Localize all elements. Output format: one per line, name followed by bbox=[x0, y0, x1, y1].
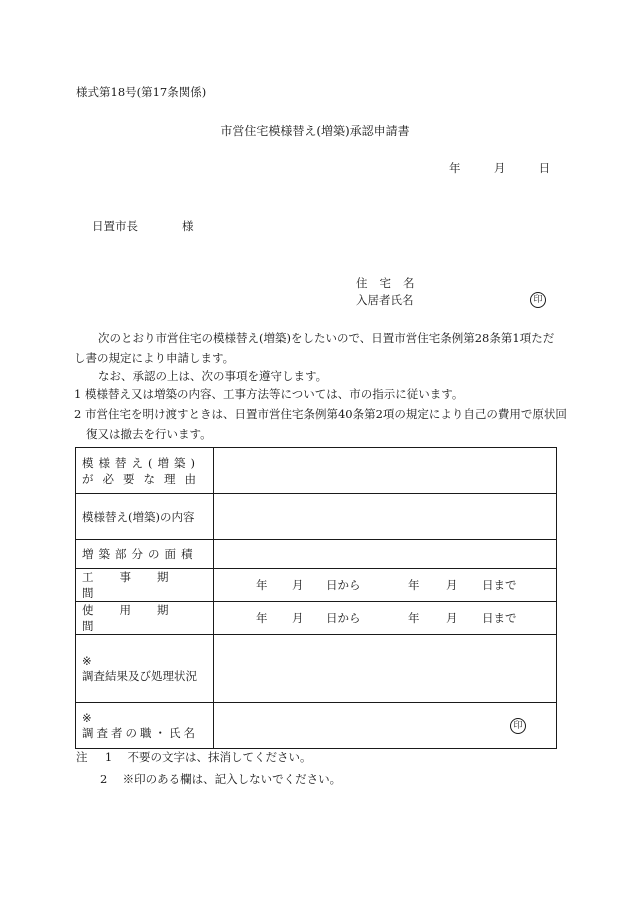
inspector-mark: ※ bbox=[82, 710, 92, 725]
construction-period-field[interactable] bbox=[214, 569, 557, 602]
date-month: 月 bbox=[493, 161, 506, 175]
form-number: 様式第18号(第17条関係) bbox=[76, 85, 207, 99]
table-row bbox=[76, 494, 557, 540]
period-from: 日から bbox=[326, 611, 361, 625]
addressee-name: 日置市長 bbox=[92, 219, 138, 233]
note-2 bbox=[76, 768, 341, 790]
condition-item-2: 2 市営住宅を明け渡すときは、日置市営住宅条例第40条第2項の規定により自己の費用で原状回復又は撤去を行います。 bbox=[74, 407, 567, 441]
application-table bbox=[75, 447, 557, 749]
name-label: 入居者氏名 bbox=[356, 293, 414, 307]
table-row bbox=[76, 703, 557, 749]
inspector-field[interactable] bbox=[214, 703, 557, 749]
table-row bbox=[76, 602, 557, 635]
table-row bbox=[76, 569, 557, 602]
survey-label bbox=[76, 635, 214, 703]
inspector-label bbox=[76, 703, 214, 749]
note-1-number: 1 bbox=[104, 750, 113, 764]
addressee bbox=[92, 218, 194, 234]
usage-period-field[interactable] bbox=[214, 602, 557, 635]
period-month: 月 bbox=[292, 611, 304, 625]
usage-period-label: 使用期間 bbox=[76, 602, 214, 635]
period-to: 日まで bbox=[482, 578, 517, 592]
area-label: 増築部分の面積 bbox=[76, 540, 214, 569]
period-to: 日まで bbox=[482, 611, 517, 625]
notes-prefix: 注 bbox=[76, 750, 88, 764]
note-2-text: ※印のある欄は、記入しないでください。 bbox=[122, 772, 342, 786]
date-day: 日 bbox=[538, 161, 551, 175]
table-row bbox=[76, 635, 557, 703]
condition-item-1: 1 模様替え又は増築の内容、工事方法等については、市の指示に従います。 bbox=[74, 387, 464, 401]
applicant-name-row bbox=[356, 292, 418, 308]
reason-label-line2: が必要な理由 bbox=[82, 471, 205, 486]
survey-label-text: 調査結果及び処理状況 bbox=[82, 668, 197, 683]
construction-period-label: 工事期間 bbox=[76, 569, 214, 602]
address-label: 住宅名 bbox=[356, 276, 427, 290]
period-month: 月 bbox=[446, 578, 458, 592]
body-paragraph-1: 次のとおり市営住宅の模様替え(増築)をしたいので、日置市営住宅条例第28条第1項ただし書の規定により申請します。 bbox=[74, 331, 555, 365]
period-year: 年 bbox=[256, 611, 268, 625]
date-year: 年 bbox=[449, 161, 461, 175]
seal-mark: 印 bbox=[510, 718, 526, 734]
applicant-address-row bbox=[356, 275, 427, 291]
area-field[interactable] bbox=[214, 540, 557, 569]
content-field[interactable] bbox=[214, 494, 557, 540]
table-row bbox=[76, 540, 557, 569]
addressee-honorific: 様 bbox=[182, 219, 194, 233]
document-title: 市営住宅模様替え(増築)承認申請書 bbox=[220, 124, 410, 138]
survey-field[interactable] bbox=[214, 635, 557, 703]
reason-field[interactable] bbox=[214, 448, 557, 494]
reason-label bbox=[76, 448, 214, 494]
reason-label-line1: 模様替え(増築) bbox=[82, 455, 200, 470]
body-paragraph-2: なお、承認の上は、次の事項を遵守します。 bbox=[98, 369, 328, 383]
period-month: 月 bbox=[446, 611, 458, 625]
note-2-number: 2 bbox=[100, 772, 108, 786]
table-row bbox=[76, 448, 557, 494]
note-1-text: 不要の文字は、抹消してください。 bbox=[127, 750, 312, 764]
period-year: 年 bbox=[408, 611, 420, 625]
inspector-label-text: 調査者の職・氏名 bbox=[82, 725, 198, 740]
note-1 bbox=[76, 746, 341, 768]
period-month: 月 bbox=[292, 578, 304, 592]
notes bbox=[76, 746, 341, 790]
period-year: 年 bbox=[256, 578, 268, 592]
date-line bbox=[449, 160, 550, 176]
content-label: 模様替え(増築)の内容 bbox=[76, 494, 214, 540]
period-from: 日から bbox=[326, 578, 361, 592]
survey-mark: ※ bbox=[82, 653, 92, 668]
period-year: 年 bbox=[408, 578, 420, 592]
seal-mark: 印 bbox=[530, 292, 546, 308]
